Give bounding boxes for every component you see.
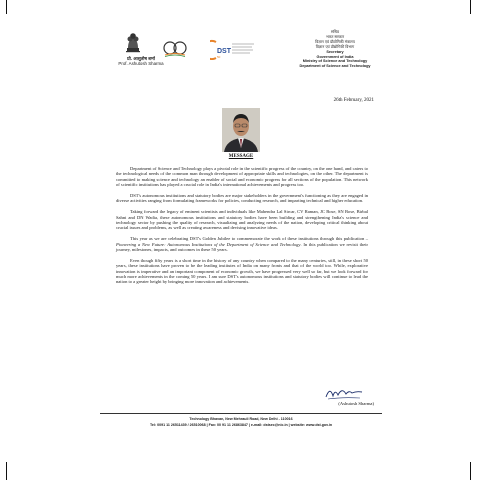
- azadi-ka-amrit-mahotsav-logo: [162, 40, 188, 58]
- footer-divider: [100, 413, 382, 414]
- secretary-designation: [290, 30, 380, 69]
- dst-golden-jubilee-logo: [210, 38, 256, 60]
- national-emblem-icon: [124, 30, 142, 54]
- designation-hindi-4: विज्ञान एवं प्रौद्योगिकी विभाग: [315, 44, 355, 49]
- handwritten-signature: [322, 384, 366, 402]
- svg-text:50: 50: [217, 55, 221, 59]
- signatory-name: (Ashutosh Sharma): [338, 401, 374, 406]
- crop-mark-bottom-right: [470, 462, 471, 480]
- publication-title: Pioneering a New Future: Autonomous Institutions of the Department of Science and Technology: [116, 241, 301, 247]
- designation-ministry: Ministry of Science and Technology: [302, 59, 368, 64]
- paragraph-2: DST's autonomous institutions and statutory bodies are major stakeholders in the government's functioning as they are engaged in diverse activities ranging from formulating frameworks for policies, conducting research, and imparting technical and higher education.: [116, 193, 368, 204]
- letterhead: [100, 28, 370, 90]
- designation-hindi-1: सचिव: [330, 30, 340, 34]
- crop-mark-top-left: [6, 0, 7, 14]
- secretary-name-english: Prof. Ashutosh Sharma: [118, 61, 164, 67]
- paragraph-3: Taking forward the legacy of eminent scientists and individuals like Mahendra Lal Sircar, CV Raman, JC Bose, SN Bose, Birbal Sahni and DN Wadia, these autonomous institutions and statutory bodies have been building and strengthening India's science and technology sector by pushing the quality of research, visualizing and analyzing needs of the nation, developing critical thinking about crucial issues and problems, as well as creating awareness and devising innovative ideas.: [116, 209, 368, 231]
- designation-government: Government of India: [316, 54, 354, 59]
- message-body: [116, 166, 368, 290]
- designation-hindi-3: विज्ञान एवं प्रौद्योगिकी मंत्रालय: [315, 39, 355, 44]
- paragraph-5: Even though fifty years is a short time in the history of any country when compared to the many centuries, still, in these short 50 years, these institutions have proven to be the leading institutes of India on many fronts and that of the world too. While, explorative innovation is imperative and an important component of economic growth, we have progressed very well so far, but we look forward for much more achievements in the coming 50 years. I am sure DST's autonomous institutions and statutory bodies will continue to lead the nation to a greater height by bringing more innovation and achievements.: [116, 257, 368, 285]
- letter-date: 26th February, 2021: [333, 98, 374, 103]
- crop-mark-top-right: [470, 0, 471, 14]
- designation-title: Secretary: [326, 49, 344, 54]
- paragraph-1: Department of Science and Technology plays a pivotal role in the scientific progress of the country, on the one hand, and caters to the technological needs of the common man through development of appropriate skills and technologies, on the other. The department is committed to making science and technology an enabler of social and economic progress for all sections of the population. This network of scientific institutions has played a crucial role in India's international achievements and progress too.: [116, 166, 368, 188]
- letter-footer: [100, 416, 382, 428]
- paragraph-4-intro: This year as we are celebrating DST's Golden Jubilee to commemorate the work of these institutions through this publication –: [130, 236, 368, 242]
- footer-contact: Tel: 0091 11 26511439 / 26510068 | Fax: 00 91 11 26863847 | e-mail: dstsec@nic.in | website: www.dst.gov.in: [149, 423, 333, 427]
- message-page: [100, 28, 382, 450]
- crop-mark-bottom-left: [6, 462, 7, 480]
- designation-department: Department of Science and Technology: [299, 64, 371, 69]
- paragraph-4: [116, 236, 368, 252]
- footer-address: Technology Bhavan, New Mehrauli Road, New Delhi - 110016: [189, 417, 293, 421]
- paragraph-4-outro: . In this publication we revisit their journey, milestones, impacts, and outcomes in these 50 years.: [116, 241, 368, 252]
- secretary-name-hindi: प्रो. आशुतोष शर्मा: [127, 56, 155, 61]
- portrait-photo: [222, 108, 260, 152]
- message-heading: MESSAGE: [228, 154, 254, 159]
- designation-hindi-2: भारत सरकार: [326, 34, 344, 39]
- svg-text:DST: DST: [217, 48, 231, 55]
